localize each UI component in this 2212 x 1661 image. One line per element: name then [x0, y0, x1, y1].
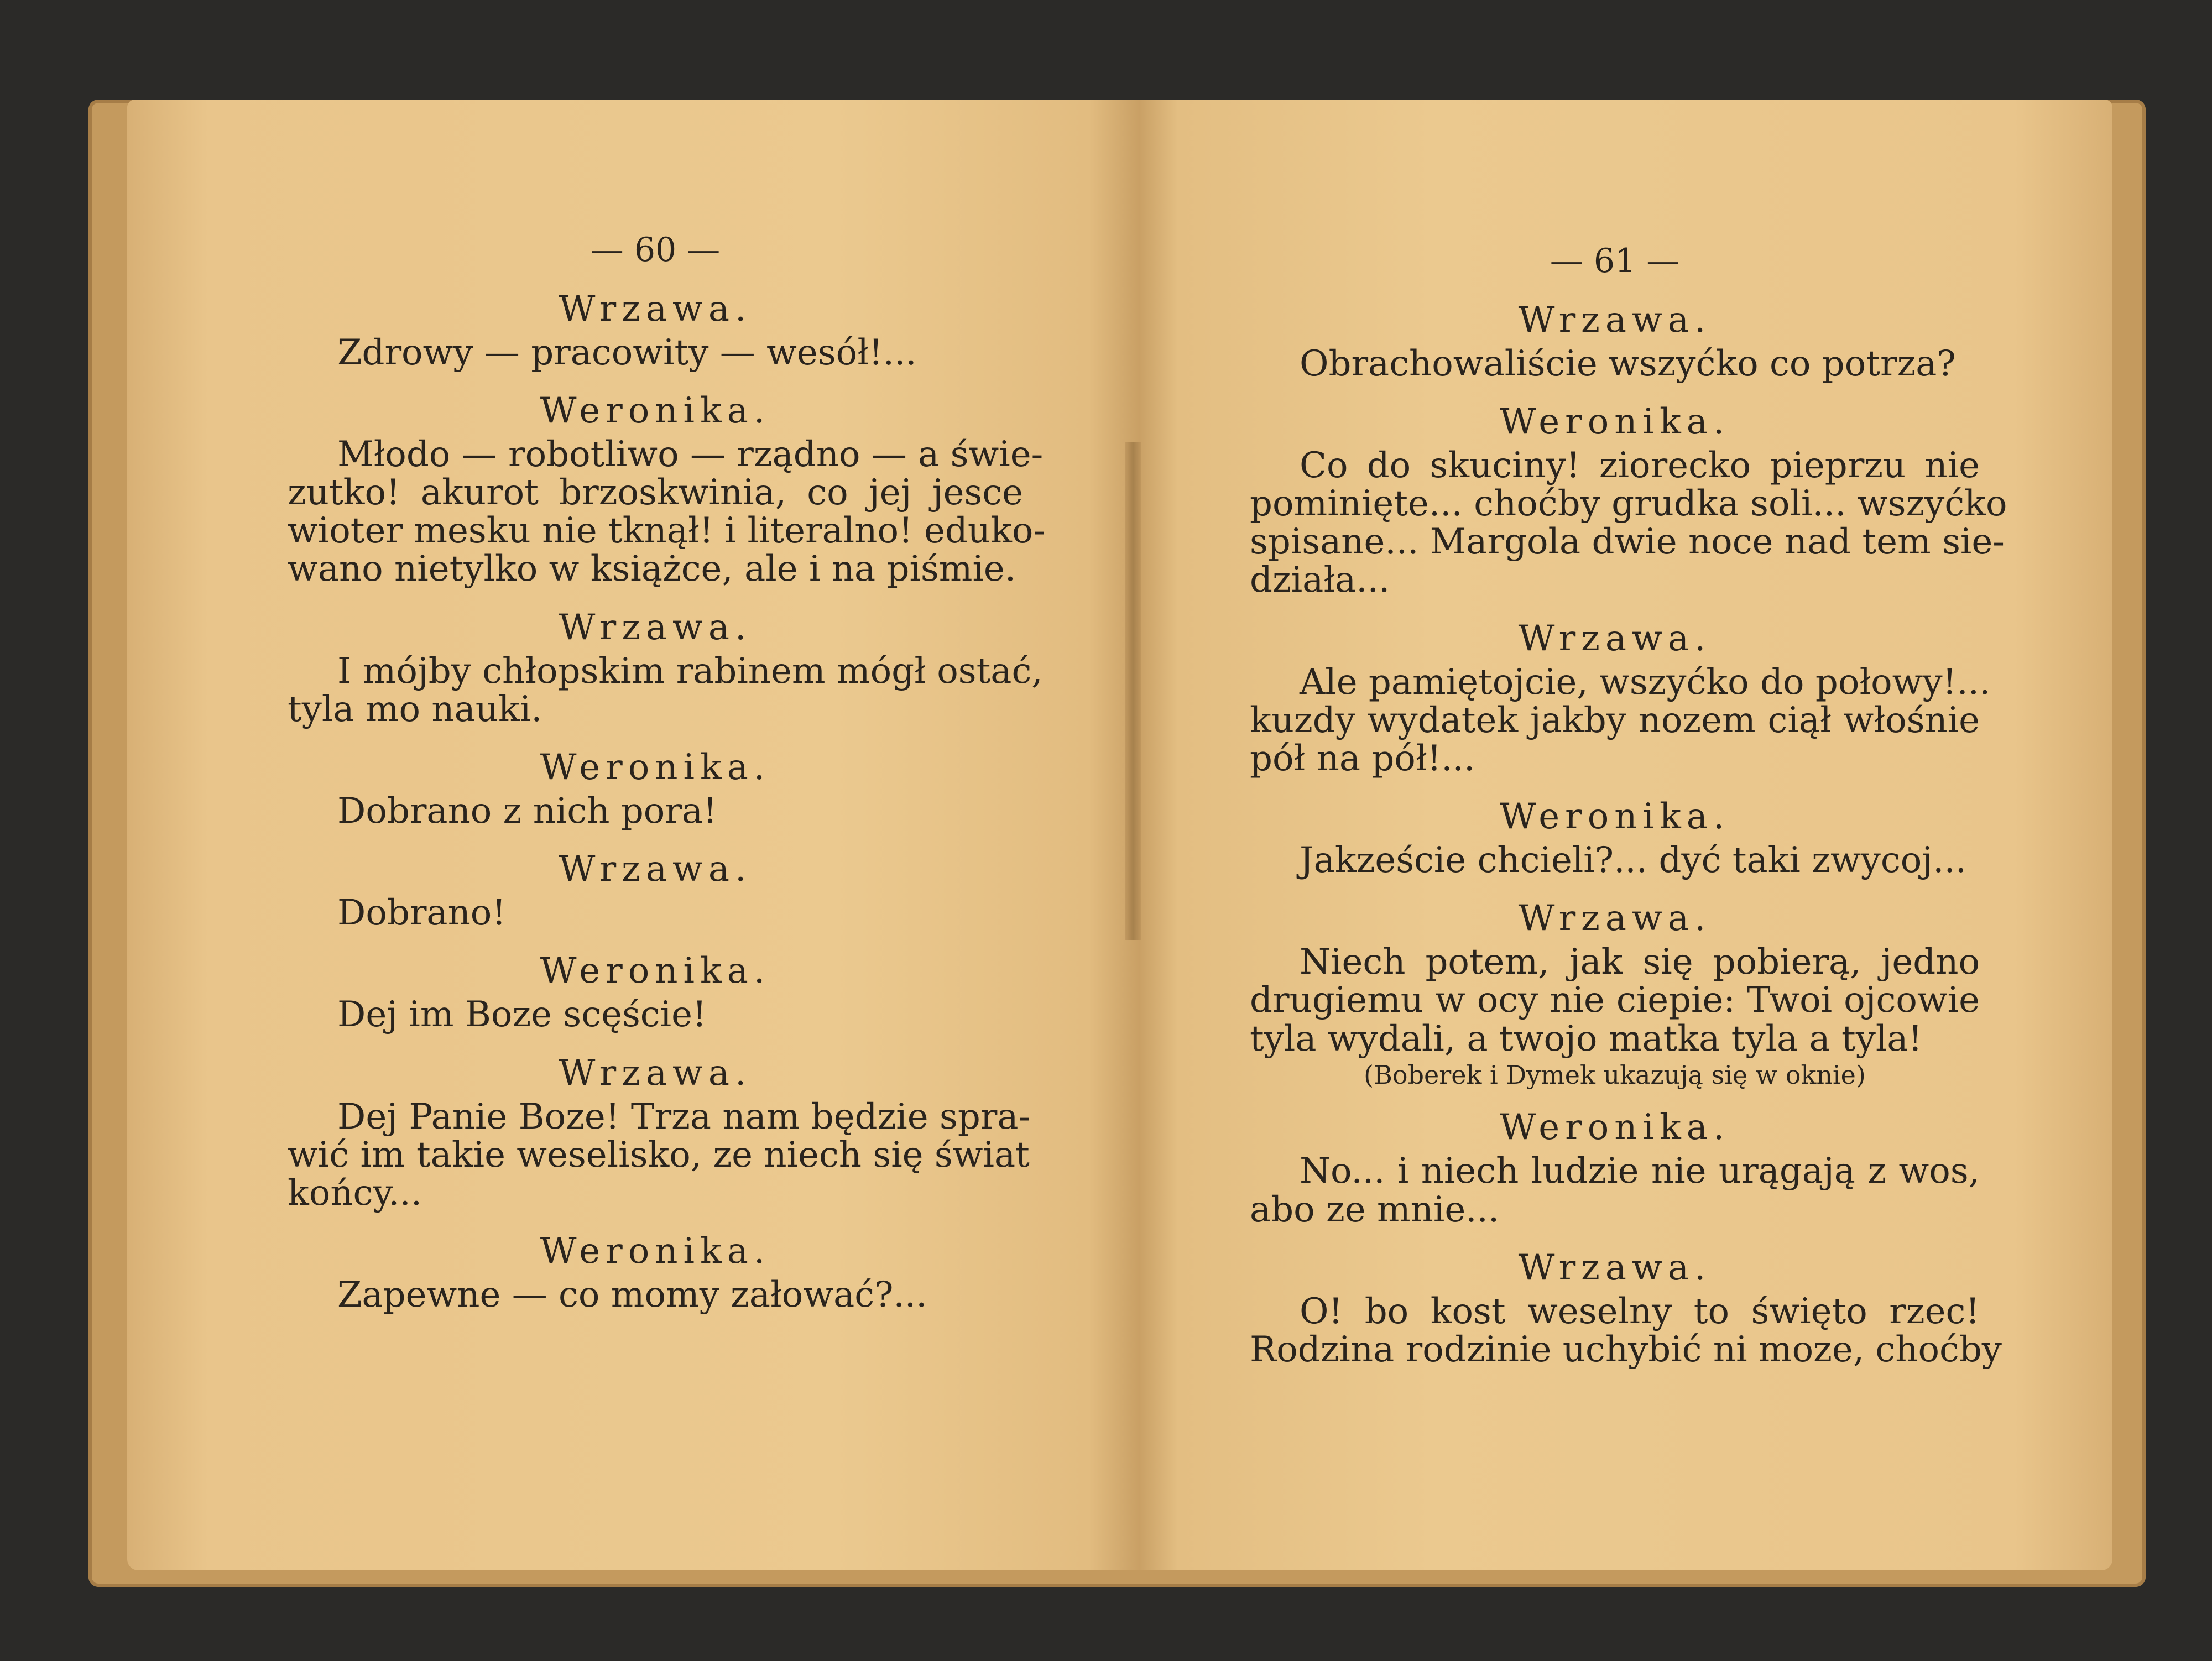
speaker-name: Weronika.	[1499, 401, 1730, 443]
text-line: Ale pamiętojcie, wszyćko do połowy!...	[1300, 661, 1991, 703]
text-line: działa...	[1250, 560, 1390, 601]
text-line: kuzdy wydatek jakby nozem ciął włośnie	[1250, 699, 1980, 741]
text-line: spisane... Margola dwie noce nad tem sie-	[1250, 521, 2005, 563]
speaker-name: Wrzawa.	[1518, 898, 1712, 939]
left-page-text	[288, 231, 1046, 1316]
right-page-text	[1250, 242, 2007, 1370]
text-line: O! bo kost weselny to święto rzec!	[1300, 1291, 1980, 1332]
text-line: zutko! akurot brzoskwinia, co jej jesce	[288, 472, 1023, 514]
speaker-name: Wrzawa.	[1518, 299, 1712, 341]
text-line: końcy...	[288, 1172, 422, 1214]
text-line: Dobrano z nich pora!	[337, 791, 717, 832]
book-gutter	[1125, 442, 1141, 940]
speaker-name: Weronika.	[1499, 796, 1730, 837]
text-line: tyla mo nauki.	[288, 688, 542, 730]
speaker-name: Weronika.	[540, 746, 771, 788]
text-line: drugiemu w ocy nie ciepie: Twoi ojcowie	[1250, 980, 1980, 1021]
text-line: tyla wydali, a twojo matka tyla a tyla!	[1250, 1018, 1923, 1059]
speaker-name: Wrzawa.	[559, 607, 752, 648]
text-line: wioter mesku nie tknął! i literalno! eduko-	[288, 510, 1046, 552]
text-line: pół na pół!...	[1250, 738, 1475, 779]
speaker-name: Wrzawa.	[1518, 618, 1712, 659]
speaker-name: Wrzawa.	[559, 849, 752, 890]
text-line: Obrachowaliście wszyćko co potrza?	[1300, 343, 1956, 384]
speaker-name: Weronika.	[540, 390, 771, 432]
speaker-name: Weronika.	[540, 950, 771, 992]
stage-direction: (Boberek i Dymek ukazują się w oknie)	[1364, 1059, 1866, 1090]
text-line: wić im takie weselisko, ze niech się świat	[288, 1134, 1030, 1176]
text-line: Jakzeście chcieli?... dyć taki zwycoj...	[1300, 840, 1967, 881]
text-line: pominięte... choćby grudka soli... wszyćko	[1250, 483, 2007, 525]
text-line: Co do skuciny! ziorecko pieprzu nie	[1300, 445, 1980, 487]
text-line: Dobrano!	[337, 892, 507, 934]
text-line: wano nietylko w książce, ale i na piśmie.	[288, 549, 1016, 590]
page-number: — 60 —	[590, 231, 721, 269]
text-line: abo ze mnie...	[1250, 1189, 1500, 1230]
text-line: Młodo — robotliwo — rządno — a świe-	[337, 434, 1044, 476]
text-line: I mójby chłopskim rabinem mógł ostać,	[337, 650, 1043, 692]
text-line: Dej im Boze scęście!	[337, 994, 707, 1036]
speaker-name: Weronika.	[1499, 1107, 1730, 1148]
text-line: Dej Panie Boze! Trza nam będzie spra-	[337, 1096, 1031, 1137]
text-line: Niech potem, jak się pobierą, jedno	[1300, 942, 1980, 983]
page-number: — 61 —	[1550, 242, 1680, 280]
speaker-name: Wrzawa.	[1518, 1247, 1712, 1288]
speaker-name: Wrzawa.	[559, 1052, 752, 1094]
speaker-name: Weronika.	[540, 1230, 771, 1272]
text-line: Rodzina rodzinie uchybić ni moze, choćby	[1250, 1329, 2002, 1370]
text-line: Zapewne — co momy załować?...	[337, 1275, 927, 1316]
text-line: Zdrowy — pracowity — wesół!...	[337, 332, 917, 373]
text-line: No... i niech ludzie nie urągają z wos,	[1300, 1151, 1980, 1192]
speaker-name: Wrzawa.	[559, 288, 752, 330]
